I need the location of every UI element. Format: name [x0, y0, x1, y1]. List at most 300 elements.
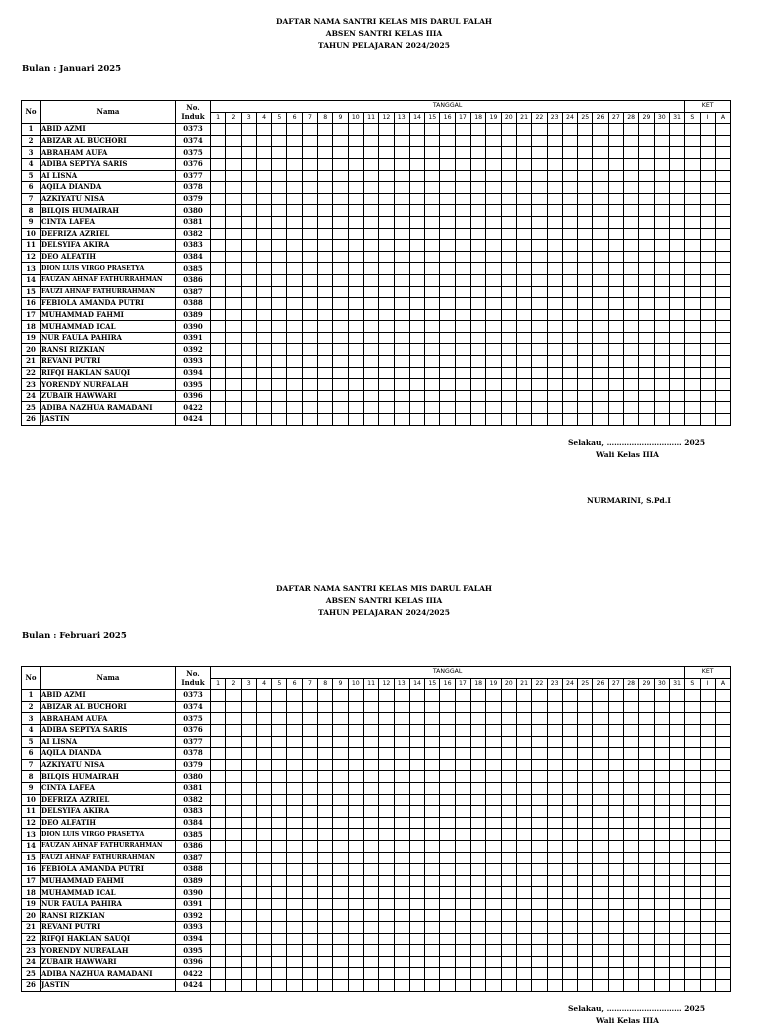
attendance-cell[interactable]: [654, 898, 669, 910]
attendance-cell[interactable]: [532, 794, 547, 806]
attendance-cell[interactable]: [455, 968, 470, 980]
attendance-cell[interactable]: [501, 124, 516, 136]
attendance-cell[interactable]: [669, 829, 684, 841]
ket-cell[interactable]: [715, 379, 730, 391]
attendance-cell[interactable]: [562, 933, 577, 945]
ket-cell[interactable]: [700, 759, 715, 771]
attendance-cell[interactable]: [287, 840, 302, 852]
attendance-cell[interactable]: [532, 182, 547, 194]
attendance-cell[interactable]: [287, 736, 302, 748]
attendance-cell[interactable]: [654, 782, 669, 794]
attendance-cell[interactable]: [409, 968, 424, 980]
attendance-cell[interactable]: [608, 414, 623, 426]
attendance-cell[interactable]: [256, 356, 271, 368]
attendance-cell[interactable]: [624, 216, 639, 228]
attendance-cell[interactable]: [532, 344, 547, 356]
attendance-cell[interactable]: [440, 887, 455, 899]
ket-cell[interactable]: [715, 170, 730, 182]
ket-cell[interactable]: [715, 898, 730, 910]
attendance-cell[interactable]: [516, 968, 531, 980]
attendance-cell[interactable]: [348, 216, 363, 228]
attendance-cell[interactable]: [440, 852, 455, 864]
attendance-cell[interactable]: [348, 298, 363, 310]
attendance-cell[interactable]: [379, 968, 394, 980]
attendance-cell[interactable]: [272, 298, 287, 310]
attendance-cell[interactable]: [318, 840, 333, 852]
attendance-cell[interactable]: [425, 887, 440, 899]
attendance-cell[interactable]: [348, 922, 363, 934]
attendance-cell[interactable]: [333, 748, 348, 760]
attendance-cell[interactable]: [654, 817, 669, 829]
attendance-cell[interactable]: [532, 135, 547, 147]
attendance-cell[interactable]: [409, 390, 424, 402]
attendance-cell[interactable]: [394, 414, 409, 426]
attendance-cell[interactable]: [440, 771, 455, 783]
ket-cell[interactable]: [685, 124, 700, 136]
attendance-cell[interactable]: [486, 286, 501, 298]
attendance-cell[interactable]: [318, 875, 333, 887]
attendance-cell[interactable]: [302, 852, 317, 864]
attendance-cell[interactable]: [547, 701, 562, 713]
attendance-cell[interactable]: [608, 829, 623, 841]
attendance-cell[interactable]: [639, 158, 654, 170]
attendance-cell[interactable]: [669, 748, 684, 760]
attendance-cell[interactable]: [348, 379, 363, 391]
attendance-cell[interactable]: [547, 344, 562, 356]
attendance-cell[interactable]: [348, 240, 363, 252]
attendance-cell[interactable]: [394, 170, 409, 182]
attendance-cell[interactable]: [287, 864, 302, 876]
attendance-cell[interactable]: [471, 748, 486, 760]
attendance-cell[interactable]: [669, 724, 684, 736]
attendance-cell[interactable]: [486, 782, 501, 794]
attendance-cell[interactable]: [348, 274, 363, 286]
attendance-cell[interactable]: [578, 759, 593, 771]
attendance-cell[interactable]: [486, 910, 501, 922]
ket-cell[interactable]: [685, 135, 700, 147]
attendance-cell[interactable]: [425, 216, 440, 228]
ket-cell[interactable]: [685, 910, 700, 922]
attendance-cell[interactable]: [654, 414, 669, 426]
attendance-cell[interactable]: [578, 414, 593, 426]
ket-cell[interactable]: [700, 274, 715, 286]
ket-cell[interactable]: [685, 344, 700, 356]
attendance-cell[interactable]: [425, 910, 440, 922]
attendance-cell[interactable]: [654, 956, 669, 968]
ket-cell[interactable]: [715, 759, 730, 771]
attendance-cell[interactable]: [501, 782, 516, 794]
attendance-cell[interactable]: [654, 736, 669, 748]
attendance-cell[interactable]: [425, 875, 440, 887]
attendance-cell[interactable]: [608, 147, 623, 159]
attendance-cell[interactable]: [624, 759, 639, 771]
attendance-cell[interactable]: [287, 367, 302, 379]
attendance-cell[interactable]: [425, 771, 440, 783]
attendance-cell[interactable]: [287, 147, 302, 159]
attendance-cell[interactable]: [578, 309, 593, 321]
attendance-cell[interactable]: [409, 193, 424, 205]
attendance-cell[interactable]: [363, 332, 378, 344]
attendance-cell[interactable]: [486, 794, 501, 806]
attendance-cell[interactable]: [256, 263, 271, 275]
attendance-cell[interactable]: [241, 782, 256, 794]
ket-cell[interactable]: [700, 147, 715, 159]
attendance-cell[interactable]: [669, 228, 684, 240]
attendance-cell[interactable]: [379, 817, 394, 829]
attendance-cell[interactable]: [608, 771, 623, 783]
attendance-cell[interactable]: [333, 759, 348, 771]
attendance-cell[interactable]: [211, 759, 226, 771]
attendance-cell[interactable]: [516, 402, 531, 414]
attendance-cell[interactable]: [562, 956, 577, 968]
attendance-cell[interactable]: [318, 414, 333, 426]
attendance-cell[interactable]: [348, 724, 363, 736]
attendance-cell[interactable]: [409, 182, 424, 194]
attendance-cell[interactable]: [379, 390, 394, 402]
attendance-cell[interactable]: [425, 724, 440, 736]
attendance-cell[interactable]: [532, 356, 547, 368]
attendance-cell[interactable]: [318, 240, 333, 252]
attendance-cell[interactable]: [562, 379, 577, 391]
attendance-cell[interactable]: [501, 158, 516, 170]
attendance-cell[interactable]: [486, 216, 501, 228]
attendance-cell[interactable]: [455, 724, 470, 736]
attendance-cell[interactable]: [302, 817, 317, 829]
ket-cell[interactable]: [715, 286, 730, 298]
attendance-cell[interactable]: [333, 945, 348, 957]
attendance-cell[interactable]: [318, 782, 333, 794]
ket-cell[interactable]: [715, 945, 730, 957]
attendance-cell[interactable]: [471, 701, 486, 713]
attendance-cell[interactable]: [394, 806, 409, 818]
attendance-cell[interactable]: [578, 864, 593, 876]
attendance-cell[interactable]: [471, 356, 486, 368]
attendance-cell[interactable]: [562, 182, 577, 194]
attendance-cell[interactable]: [516, 852, 531, 864]
attendance-cell[interactable]: [333, 806, 348, 818]
attendance-cell[interactable]: [471, 724, 486, 736]
attendance-cell[interactable]: [394, 263, 409, 275]
attendance-cell[interactable]: [348, 158, 363, 170]
ket-cell[interactable]: [685, 771, 700, 783]
attendance-cell[interactable]: [272, 806, 287, 818]
attendance-cell[interactable]: [302, 968, 317, 980]
ket-cell[interactable]: [685, 782, 700, 794]
attendance-cell[interactable]: [256, 852, 271, 864]
attendance-cell[interactable]: [211, 124, 226, 136]
attendance-cell[interactable]: [455, 216, 470, 228]
attendance-cell[interactable]: [287, 794, 302, 806]
attendance-cell[interactable]: [516, 945, 531, 957]
attendance-cell[interactable]: [272, 390, 287, 402]
ket-cell[interactable]: [685, 980, 700, 992]
attendance-cell[interactable]: [425, 135, 440, 147]
attendance-cell[interactable]: [471, 945, 486, 957]
attendance-cell[interactable]: [409, 356, 424, 368]
attendance-cell[interactable]: [654, 158, 669, 170]
attendance-cell[interactable]: [379, 840, 394, 852]
attendance-cell[interactable]: [333, 968, 348, 980]
attendance-cell[interactable]: [425, 945, 440, 957]
attendance-cell[interactable]: [516, 251, 531, 263]
attendance-cell[interactable]: [256, 887, 271, 899]
attendance-cell[interactable]: [226, 170, 241, 182]
attendance-cell[interactable]: [440, 782, 455, 794]
attendance-cell[interactable]: [440, 263, 455, 275]
attendance-cell[interactable]: [624, 794, 639, 806]
attendance-cell[interactable]: [363, 980, 378, 992]
attendance-cell[interactable]: [639, 332, 654, 344]
attendance-cell[interactable]: [654, 980, 669, 992]
ket-cell[interactable]: [715, 332, 730, 344]
attendance-cell[interactable]: [272, 933, 287, 945]
attendance-cell[interactable]: [669, 321, 684, 333]
attendance-cell[interactable]: [241, 852, 256, 864]
attendance-cell[interactable]: [287, 968, 302, 980]
attendance-cell[interactable]: [318, 759, 333, 771]
attendance-cell[interactable]: [654, 286, 669, 298]
attendance-cell[interactable]: [516, 240, 531, 252]
ket-cell[interactable]: [700, 286, 715, 298]
attendance-cell[interactable]: [639, 968, 654, 980]
attendance-cell[interactable]: [562, 216, 577, 228]
attendance-cell[interactable]: [379, 158, 394, 170]
attendance-cell[interactable]: [532, 390, 547, 402]
attendance-cell[interactable]: [654, 771, 669, 783]
attendance-cell[interactable]: [440, 182, 455, 194]
attendance-cell[interactable]: [532, 158, 547, 170]
attendance-cell[interactable]: [440, 414, 455, 426]
ket-cell[interactable]: [685, 170, 700, 182]
attendance-cell[interactable]: [287, 759, 302, 771]
attendance-cell[interactable]: [409, 980, 424, 992]
attendance-cell[interactable]: [409, 806, 424, 818]
attendance-cell[interactable]: [363, 724, 378, 736]
attendance-cell[interactable]: [440, 124, 455, 136]
attendance-cell[interactable]: [562, 817, 577, 829]
attendance-cell[interactable]: [241, 344, 256, 356]
attendance-cell[interactable]: [608, 309, 623, 321]
attendance-cell[interactable]: [333, 367, 348, 379]
attendance-cell[interactable]: [547, 829, 562, 841]
attendance-cell[interactable]: [562, 840, 577, 852]
attendance-cell[interactable]: [501, 216, 516, 228]
attendance-cell[interactable]: [409, 887, 424, 899]
attendance-cell[interactable]: [562, 852, 577, 864]
attendance-cell[interactable]: [669, 170, 684, 182]
attendance-cell[interactable]: [608, 205, 623, 217]
attendance-cell[interactable]: [287, 898, 302, 910]
ket-cell[interactable]: [685, 182, 700, 194]
ket-cell[interactable]: [700, 193, 715, 205]
attendance-cell[interactable]: [241, 794, 256, 806]
attendance-cell[interactable]: [211, 332, 226, 344]
attendance-cell[interactable]: [624, 263, 639, 275]
attendance-cell[interactable]: [256, 690, 271, 702]
attendance-cell[interactable]: [654, 344, 669, 356]
attendance-cell[interactable]: [578, 390, 593, 402]
attendance-cell[interactable]: [287, 933, 302, 945]
attendance-cell[interactable]: [348, 910, 363, 922]
attendance-cell[interactable]: [302, 193, 317, 205]
attendance-cell[interactable]: [272, 840, 287, 852]
attendance-cell[interactable]: [654, 356, 669, 368]
attendance-cell[interactable]: [409, 898, 424, 910]
attendance-cell[interactable]: [639, 274, 654, 286]
attendance-cell[interactable]: [226, 344, 241, 356]
attendance-cell[interactable]: [241, 968, 256, 980]
attendance-cell[interactable]: [455, 193, 470, 205]
attendance-cell[interactable]: [654, 367, 669, 379]
attendance-cell[interactable]: [532, 251, 547, 263]
attendance-cell[interactable]: [256, 216, 271, 228]
attendance-cell[interactable]: [562, 945, 577, 957]
attendance-cell[interactable]: [272, 898, 287, 910]
attendance-cell[interactable]: [471, 794, 486, 806]
attendance-cell[interactable]: [486, 124, 501, 136]
attendance-cell[interactable]: [425, 263, 440, 275]
attendance-cell[interactable]: [608, 124, 623, 136]
attendance-cell[interactable]: [256, 980, 271, 992]
attendance-cell[interactable]: [425, 298, 440, 310]
attendance-cell[interactable]: [578, 228, 593, 240]
attendance-cell[interactable]: [226, 332, 241, 344]
attendance-cell[interactable]: [302, 875, 317, 887]
attendance-cell[interactable]: [425, 240, 440, 252]
attendance-cell[interactable]: [363, 228, 378, 240]
attendance-cell[interactable]: [226, 690, 241, 702]
ket-cell[interactable]: [700, 701, 715, 713]
attendance-cell[interactable]: [578, 713, 593, 725]
attendance-cell[interactable]: [486, 321, 501, 333]
ket-cell[interactable]: [700, 309, 715, 321]
attendance-cell[interactable]: [256, 875, 271, 887]
attendance-cell[interactable]: [455, 875, 470, 887]
attendance-cell[interactable]: [272, 286, 287, 298]
attendance-cell[interactable]: [394, 135, 409, 147]
attendance-cell[interactable]: [593, 759, 608, 771]
attendance-cell[interactable]: [486, 771, 501, 783]
attendance-cell[interactable]: [394, 794, 409, 806]
attendance-cell[interactable]: [578, 782, 593, 794]
attendance-cell[interactable]: [471, 182, 486, 194]
attendance-cell[interactable]: [471, 771, 486, 783]
attendance-cell[interactable]: [654, 216, 669, 228]
attendance-cell[interactable]: [532, 980, 547, 992]
attendance-cell[interactable]: [211, 701, 226, 713]
attendance-cell[interactable]: [547, 875, 562, 887]
attendance-cell[interactable]: [241, 840, 256, 852]
attendance-cell[interactable]: [669, 390, 684, 402]
ket-cell[interactable]: [715, 147, 730, 159]
attendance-cell[interactable]: [226, 968, 241, 980]
attendance-cell[interactable]: [256, 193, 271, 205]
attendance-cell[interactable]: [471, 713, 486, 725]
attendance-cell[interactable]: [593, 980, 608, 992]
attendance-cell[interactable]: [241, 228, 256, 240]
attendance-cell[interactable]: [516, 332, 531, 344]
attendance-cell[interactable]: [639, 887, 654, 899]
attendance-cell[interactable]: [516, 170, 531, 182]
attendance-cell[interactable]: [241, 980, 256, 992]
attendance-cell[interactable]: [425, 286, 440, 298]
attendance-cell[interactable]: [593, 782, 608, 794]
attendance-cell[interactable]: [654, 840, 669, 852]
attendance-cell[interactable]: [287, 124, 302, 136]
attendance-cell[interactable]: [211, 263, 226, 275]
attendance-cell[interactable]: [654, 298, 669, 310]
attendance-cell[interactable]: [226, 713, 241, 725]
attendance-cell[interactable]: [302, 771, 317, 783]
attendance-cell[interactable]: [333, 182, 348, 194]
attendance-cell[interactable]: [562, 228, 577, 240]
attendance-cell[interactable]: [532, 864, 547, 876]
attendance-cell[interactable]: [363, 701, 378, 713]
attendance-cell[interactable]: [516, 135, 531, 147]
attendance-cell[interactable]: [547, 910, 562, 922]
attendance-cell[interactable]: [624, 910, 639, 922]
attendance-cell[interactable]: [348, 263, 363, 275]
attendance-cell[interactable]: [333, 782, 348, 794]
attendance-cell[interactable]: [241, 251, 256, 263]
ket-cell[interactable]: [700, 367, 715, 379]
attendance-cell[interactable]: [348, 690, 363, 702]
attendance-cell[interactable]: [226, 724, 241, 736]
attendance-cell[interactable]: [318, 922, 333, 934]
attendance-cell[interactable]: [516, 309, 531, 321]
attendance-cell[interactable]: [394, 945, 409, 957]
attendance-cell[interactable]: [363, 910, 378, 922]
attendance-cell[interactable]: [593, 690, 608, 702]
attendance-cell[interactable]: [379, 205, 394, 217]
attendance-cell[interactable]: [639, 321, 654, 333]
attendance-cell[interactable]: [471, 898, 486, 910]
ket-cell[interactable]: [715, 135, 730, 147]
attendance-cell[interactable]: [409, 782, 424, 794]
attendance-cell[interactable]: [440, 344, 455, 356]
attendance-cell[interactable]: [562, 782, 577, 794]
attendance-cell[interactable]: [394, 864, 409, 876]
attendance-cell[interactable]: [593, 748, 608, 760]
attendance-cell[interactable]: [394, 701, 409, 713]
attendance-cell[interactable]: [471, 205, 486, 217]
attendance-cell[interactable]: [363, 147, 378, 159]
attendance-cell[interactable]: [578, 690, 593, 702]
ket-cell[interactable]: [685, 298, 700, 310]
attendance-cell[interactable]: [302, 147, 317, 159]
attendance-cell[interactable]: [440, 794, 455, 806]
attendance-cell[interactable]: [272, 193, 287, 205]
attendance-cell[interactable]: [363, 390, 378, 402]
attendance-cell[interactable]: [333, 840, 348, 852]
ket-cell[interactable]: [715, 748, 730, 760]
attendance-cell[interactable]: [272, 274, 287, 286]
attendance-cell[interactable]: [471, 968, 486, 980]
attendance-cell[interactable]: [547, 321, 562, 333]
attendance-cell[interactable]: [333, 414, 348, 426]
attendance-cell[interactable]: [363, 309, 378, 321]
attendance-cell[interactable]: [608, 367, 623, 379]
attendance-cell[interactable]: [516, 298, 531, 310]
attendance-cell[interactable]: [425, 414, 440, 426]
attendance-cell[interactable]: [318, 980, 333, 992]
attendance-cell[interactable]: [379, 724, 394, 736]
attendance-cell[interactable]: [226, 933, 241, 945]
attendance-cell[interactable]: [562, 898, 577, 910]
attendance-cell[interactable]: [455, 887, 470, 899]
attendance-cell[interactable]: [394, 286, 409, 298]
attendance-cell[interactable]: [348, 124, 363, 136]
